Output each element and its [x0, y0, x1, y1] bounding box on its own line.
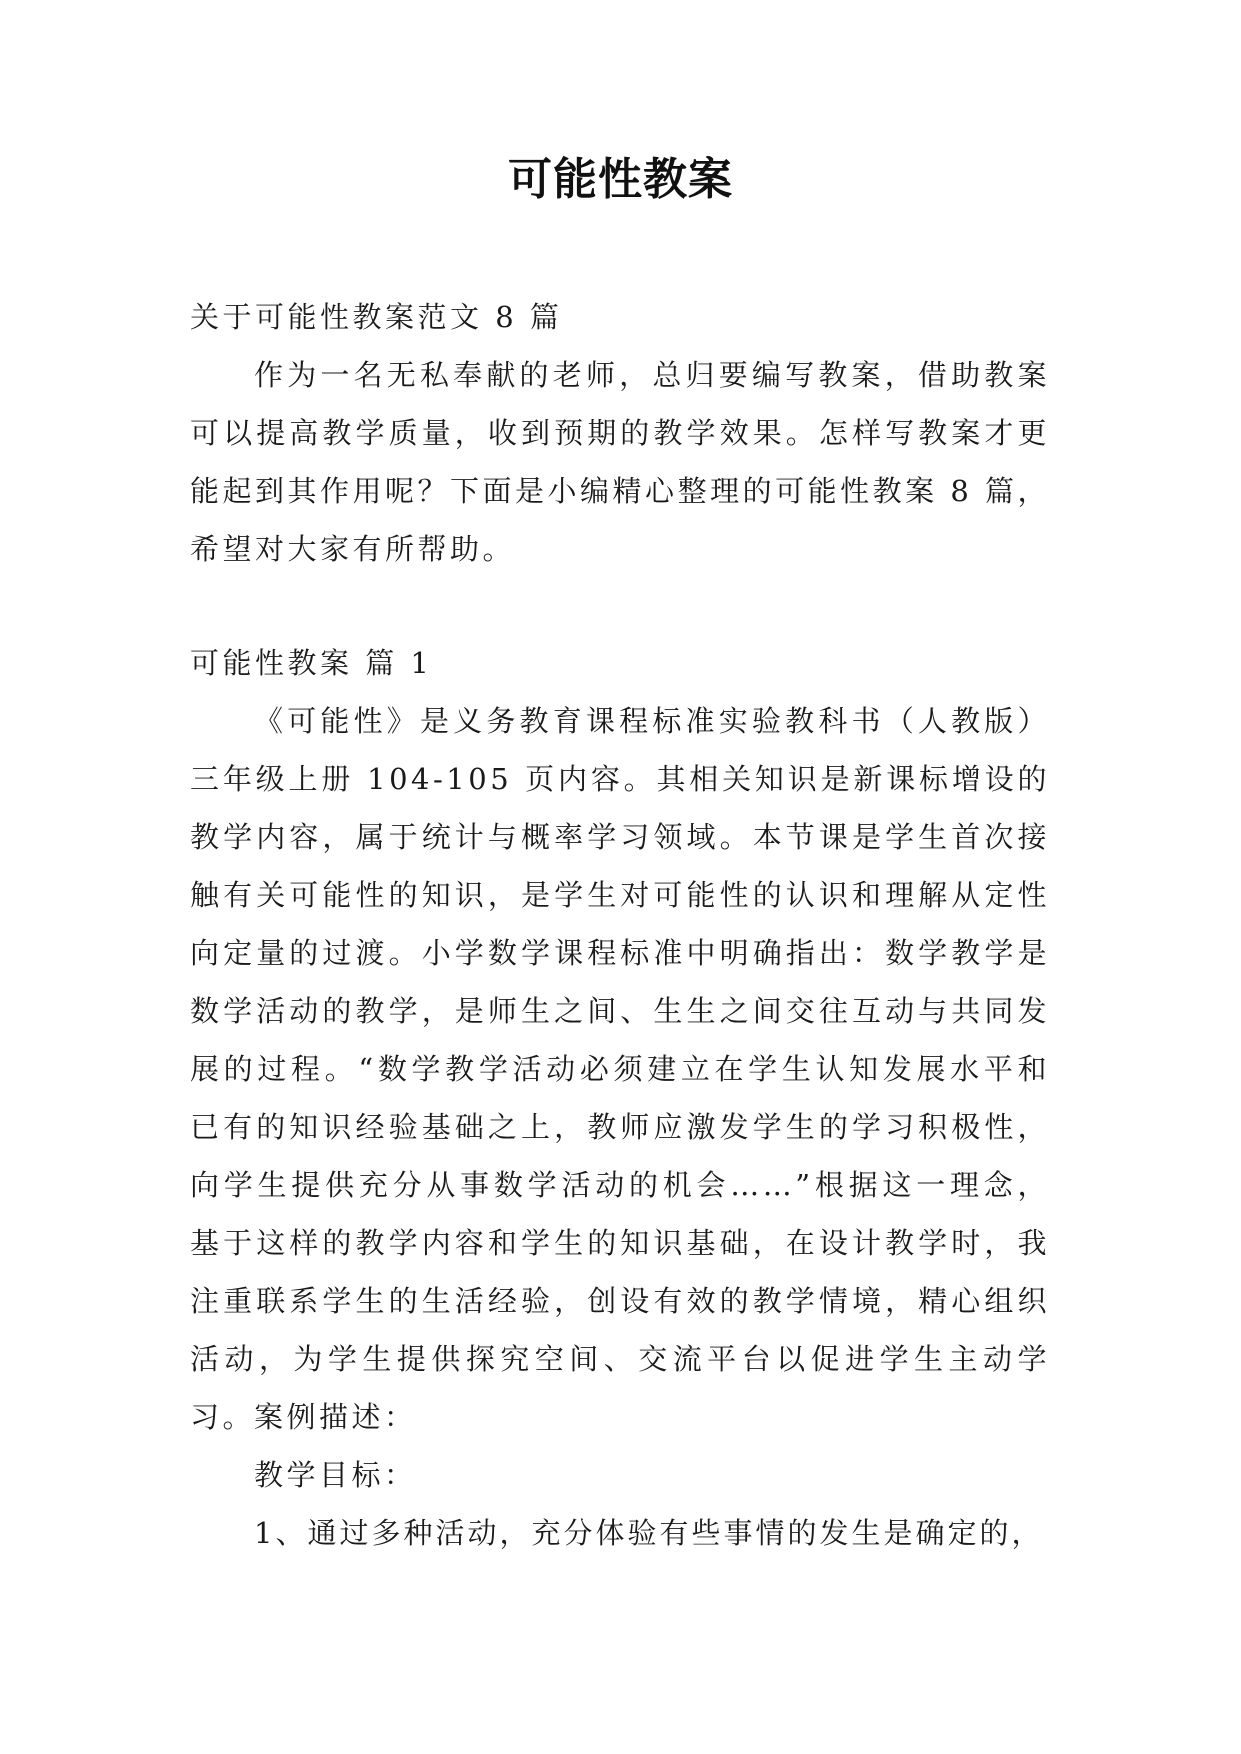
intro-paragraph: 作为一名无私奉献的老师，总归要编写教案，借助教案可以提高教学质量，收到预期的教学效果。怎样写教案才更能起到其作用呢？下面是小编精心整理的可能性教案 8 篇，希望对大家有所帮助。 — [190, 358, 1050, 566]
teaching-goal-item: 1、通过多种活动，充分体验有些事情的发生是确定的， — [254, 1516, 1044, 1550]
case-description-label: 案例描述： — [254, 1400, 417, 1434]
document-subtitle: 关于可能性教案范文 8 篇 — [190, 300, 563, 334]
section-body-paragraph: 《可能性》是义务教育课程标准实验教科书（人教版）三年级上册 104-105 页内容。其相关知识是新课标增设的教学内容，属于统计与概率学习领域。本节课是学生首次接触有关可能性的知识，是学生对可能性的认识和理解从定性向定量的过渡。小学数学课程标准中明确指出：数学教学是数学活动的教学，是师生之间、生生之间交往互动与共同发展的过程。“数学教学活动必须建立在学生认知发展水平和已有的知识经验基础之上，教师应激发学生的学习积极性，向学生提供充分从事数学活动的机会……”根据这一理念，基于这样的教学内容和学生的知识基础，在设计教学时，我注重联系学生的生活经验，创设有效的教学情境，精心组织活动，为学生提供探究空间、交流平台以促进学生主动学习。 — [190, 704, 1050, 1434]
teaching-goals-label: 教学目标： — [254, 1458, 417, 1492]
document-title: 可能性教案 — [508, 154, 733, 205]
section-heading: 可能性教案 篇 1 — [190, 646, 433, 680]
